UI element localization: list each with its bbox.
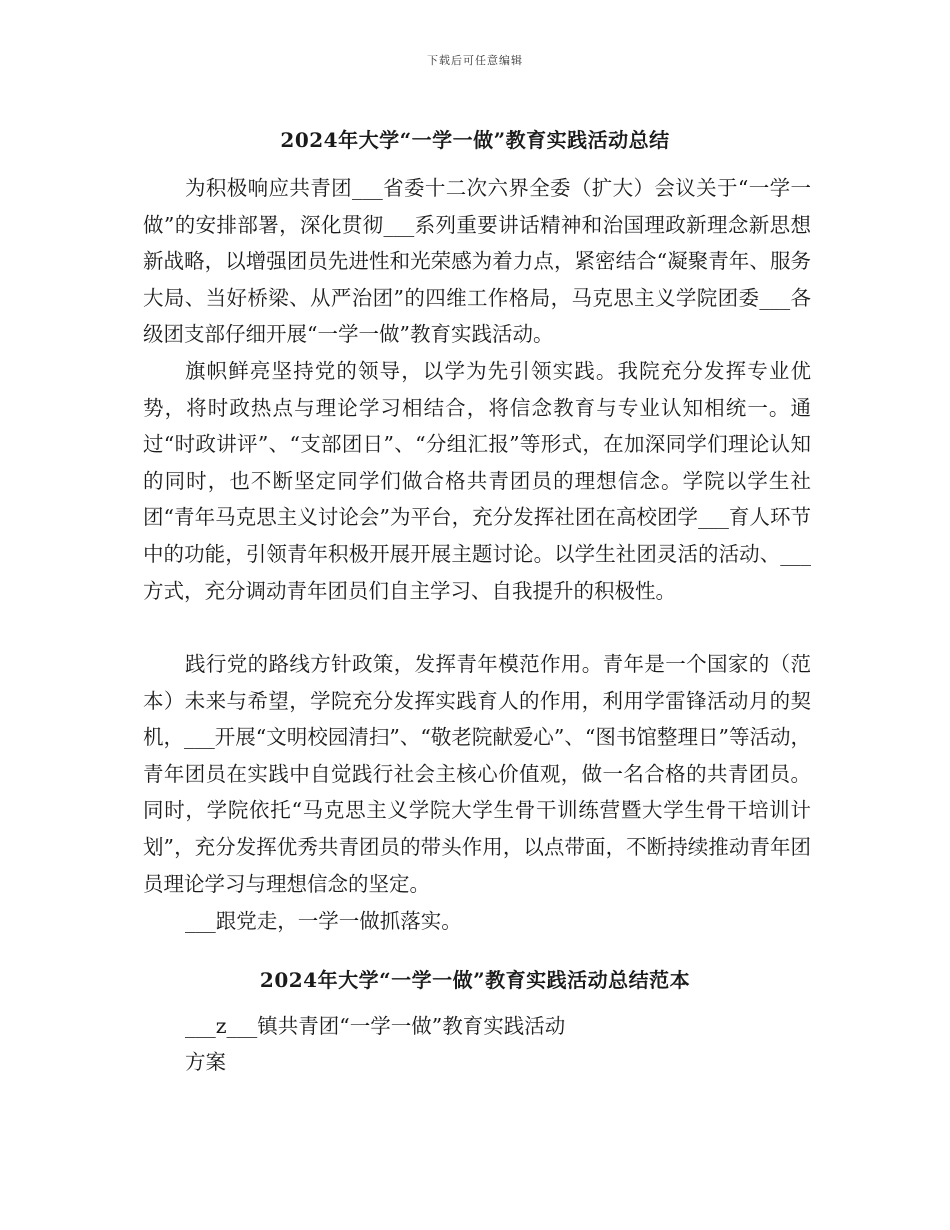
body-paragraph: 为积极响应共青团___省委十二次六界全委（扩大）会议关于“一学一做”的安排部署，深化贯彻___系列重要讲话精神和治国理政新理念新思想新战略，以增强团员先进性和光荣感为着力点，紧密结合“凝聚青年、服务大局、当好桥梁、从严治团”的四维工作格局，马克思主义学院团委___各级团支部仔细开展“一学一做”教育实践活动。 xyxy=(143,176,811,347)
plan-heading-line: 方案 xyxy=(185,1050,226,1074)
plan-heading-line: ___z___镇共青团“一学一做”教育实践活动 xyxy=(185,1014,566,1038)
body-paragraph: ___跟党走，一学一做抓落实。 xyxy=(185,909,462,933)
page-header-note: 下载后可任意编辑 xyxy=(427,54,523,67)
body-paragraph: 践行党的路线方针政策，发挥青年模范作用。青年是一个国家的（范本）未来与希望，学院充分发挥实践育人的作用，利用学雷锋活动月的契机，___开展“文明校园清扫”、“敬老院献爱心”、“图书馆整理日”等活动，青年团员在实践中自觉践行社会主核心价值观，做一名合格的共青团员。同时，学院依托“马克思主义学院大学生骨干训练营暨大学生骨干培训计划”，充分发挥优秀共青团员的带头作用，以点带面，不断持续推动青年团员理论学习与理想信念的坚定。 xyxy=(143,652,811,896)
body-paragraph: 旗帜鲜亮坚持党的领导，以学为先引领实践。我院充分发挥专业优势，将时政热点与理论学习相结合，将信念教育与专业认知相统一。通过“时政讲评”、“支部团日”、“分组汇报”等形式，在加深同学们理论认知的同时，也不断坚定同学们做合格共青团员的理想信念。学院以学生社团“青年马克思主义讨论会”为平台，充分发挥社团在高校团学___育人环节中的功能，引领青年积极开展开展主题讨论。以学生社团灵活的活动、___方式，充分调动青年团员们自主学习、自我提升的积极性。 xyxy=(143,359,811,603)
document-title: 2024年大学“一学一做”教育实践活动总结 xyxy=(280,128,670,152)
section-title: 2024年大学“一学一做”教育实践活动总结范本 xyxy=(259,968,691,992)
